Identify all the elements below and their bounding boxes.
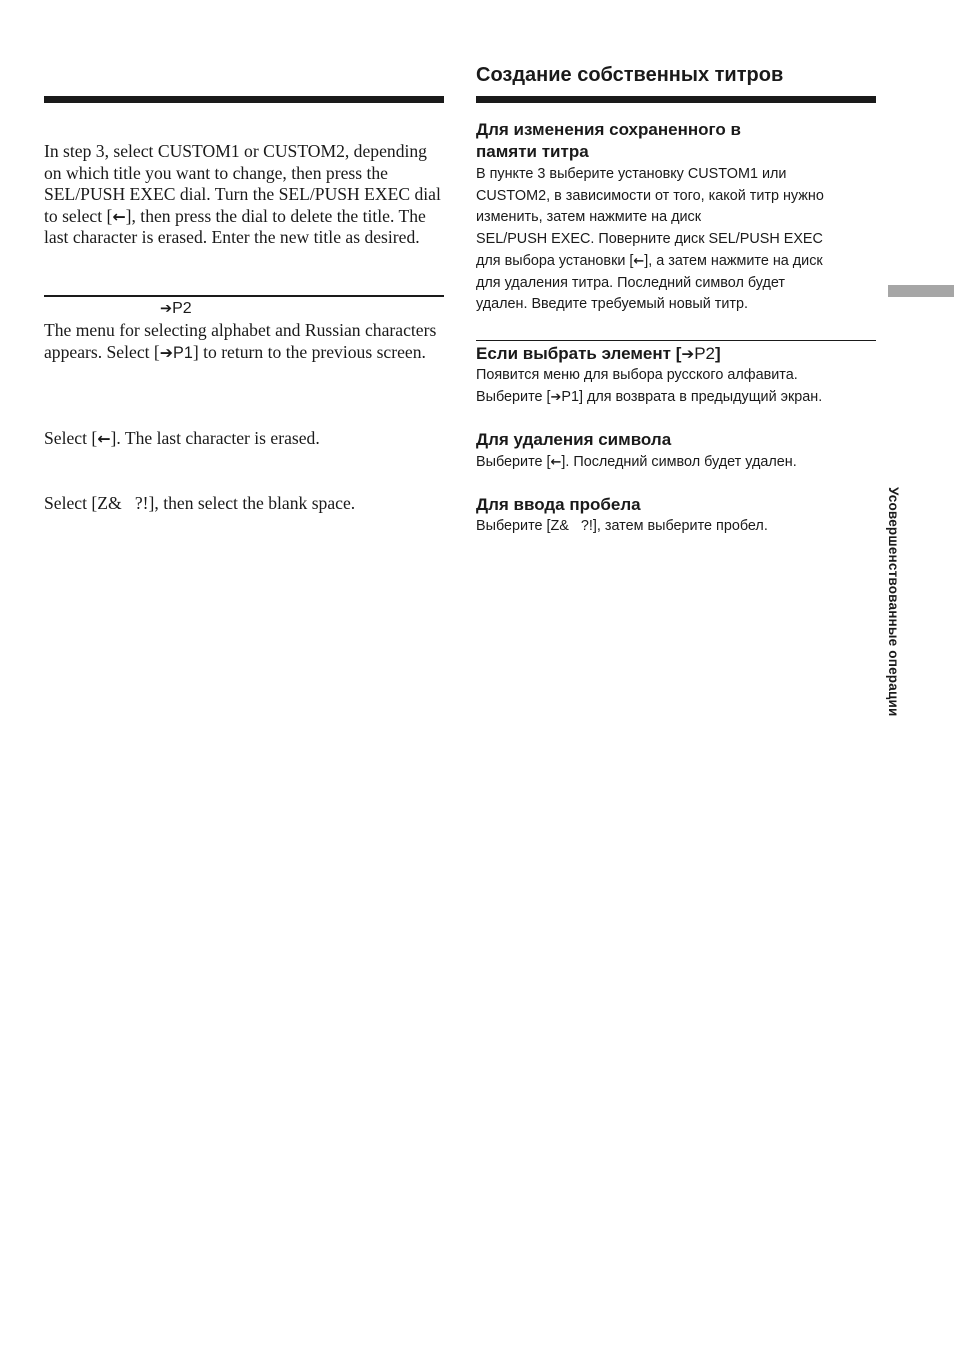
backspace-icon: ← (633, 253, 645, 269)
change-title-paragraph: In step 3, select CUSTOM1 or CUSTOM2, depending on which title you want to change, then press the SEL/PUSH EXEC dial. Turn the SEL/PUSH EXEC dial to select [←], then press the dial to delete the title. The last character is erased. Enter the new title as desired. (44, 141, 441, 248)
arrow-right-icon: ➔ (550, 389, 562, 405)
backspace-icon: ← (112, 206, 126, 226)
arrow-right-icon: ➔ (160, 301, 173, 317)
change-heading: Для изменения сохраненного в памяти титра (476, 120, 741, 161)
change-paragraph: В пункте 3 выберите установку CUSTOM1 или CUSTOM2, в зависимости от того, какой титр нужно изменить, затем нажмите на диск SEL/PUSH EXEC. Поверните диск SEL/PUSH EXEC для выбора установки [←], а затем нажмите на диск для удаления титра. Последний символ будет удален. Введите требуемый новый титр. (476, 166, 824, 313)
space-russian-paragraph: Выберите [Z& ?!], затем выберите пробел. (476, 518, 768, 534)
section-tab (888, 285, 954, 297)
delete-paragraph: Select [←]. The last character is erased. (44, 428, 320, 448)
arrow-right-icon: ➔ (159, 342, 174, 362)
p2-heading: Если выбрать элемент [➔P2] (476, 344, 721, 363)
delete-russian-paragraph: Выберите [←]. Последний символ будет удален. (476, 454, 797, 470)
p2-russian-paragraph: Появится меню для выбора русского алфавита. Выберите [➔P1] для возврата в предыдущий экран. (476, 367, 823, 405)
space-heading: Для ввода пробела (476, 495, 641, 514)
p2-paragraph: The menu for selecting alphabet and Russian characters appears. Select [➔P1] to return to the previous screen. (44, 320, 437, 362)
right-section-rule (476, 340, 876, 341)
backspace-icon: ← (97, 429, 111, 448)
p2-label: ➔P2 (160, 300, 192, 317)
arrow-right-icon: ➔ (681, 345, 695, 363)
side-section-label: Усовершенствованные операции (886, 487, 901, 717)
delete-heading: Для удаления символа (476, 430, 672, 449)
left-section-rule (44, 295, 444, 297)
backspace-icon: ← (550, 455, 562, 470)
left-header-rule (44, 96, 444, 103)
space-paragraph: Select [Z& ?!], then select the blank space. (44, 493, 356, 513)
right-header-rule (476, 96, 876, 103)
page-title: Создание собственных титров (476, 64, 784, 86)
